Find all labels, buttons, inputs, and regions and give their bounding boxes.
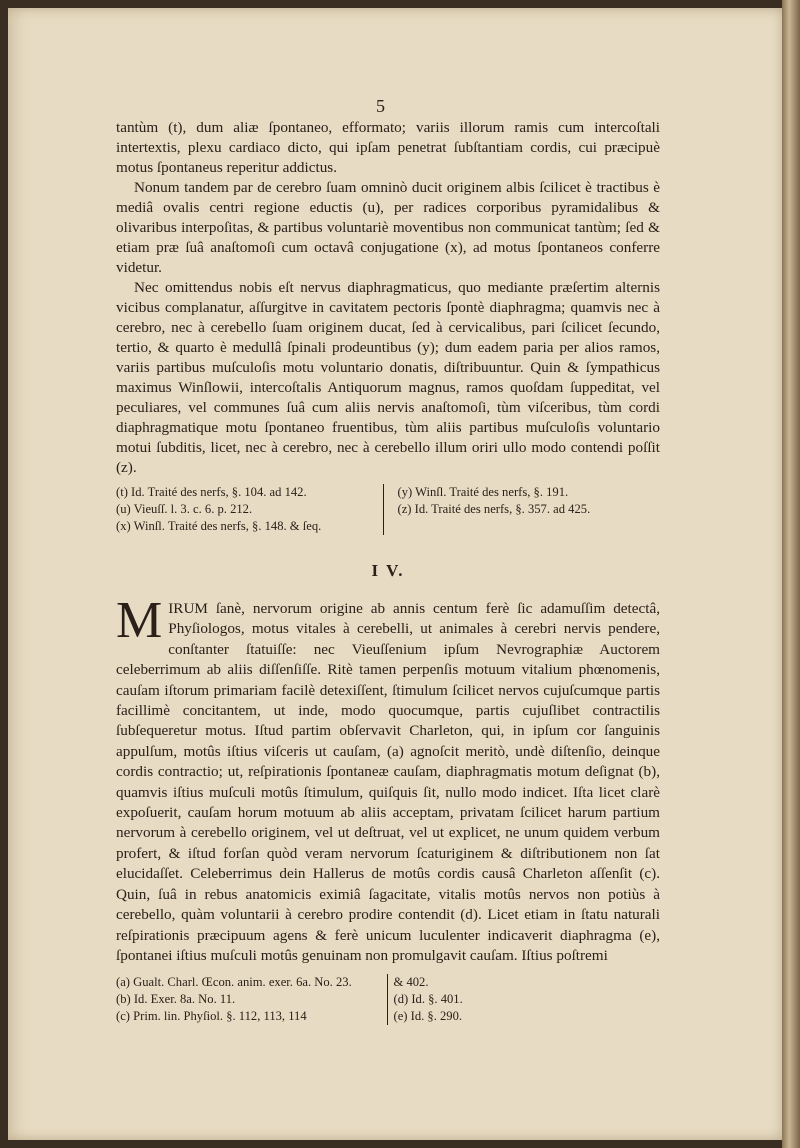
footnote: (a) Gualt. Charl. Œcon. anim. exer. 6a. No. 23. [116, 975, 352, 990]
footnote: (c) Prim. lin. Phyſiol. §. 112, 113, 114 [116, 1009, 307, 1024]
footnote: (t) Id. Traité des nerfs, §. 104. ad 142. [116, 485, 307, 499]
footnote: (x) Winſl. Traité des nerfs, §. 148. & ſeq. [116, 519, 322, 533]
footnote: (z) Id. Traité des nerfs, §. 357. ad 425. [397, 502, 591, 516]
footnotes-upper-left [116, 484, 379, 535]
footnotes-upper [116, 484, 660, 535]
paragraph-1: tantùm (t), dum aliæ ſpontaneo, efformato; variis illorum ramis cum intercoſtali intertextis, plexu cardiaco dicto, qui ipſam penetrat ſubſtantiam cordis, cui præcipuè motus ſpontaneus reperitur addictus. [116, 119, 660, 176]
paragraph-3: Nec omittendus nobis eſt nervus diaphragmaticus, quo mediante præſertim alternis vicibus complanatur, aſſurgitve in cavitatem pectoris ſpontè diaphragma; quamvis nec à cerebro, nec à cerebello ſuam originem ducat, ſed à cervicalibus, pari ſcilicet ſecundo, tertio, & quarto è medullâ ſpinali prodeuntibus (y); dum eadem paria per alios ramos, variis partibus muſculoſis motu voluntario donatis, diſtribuuntur. Quin & ſympathicus maximus Winſlowii, intercoſtalis Antiquorum magnus, ramos quoſdam ſuppeditat, vel peculiares, vel communes ſuâ cum aliis nervis anaſtomoſi, tùm viſceribus, tùm cordi diaphragmatique motu ſpontaneo fruentibus, tùm aliis partibus muſculoſis voluntario motui ſubditis, licet, nec à cerebro, nec à cerebello illum oriri ullo modo contendi poſſit (z). [116, 279, 660, 476]
footnote: (y) Winſl. Traité des nerfs, §. 191. [397, 485, 569, 499]
book-page [8, 8, 786, 1140]
section-paragraph: IRUM ſanè, nervorum origine ab annis centum ferè ſic adamuſſim detectâ, Phyſiologos, motus vitales à cerebelli, ut animales à cerebri nervis pendere, conſtanter ſtatuiſſe: nec Vieuſſenium ipſum Nevrographiæ Auctorem celeberrimum ab aliis diſſenſiſſe. Ritè tamen perpenſis motuum vitalium phœnomenis, cauſam iſtorum primariam facilè detexiſſent, ſtimulum ſcilicet nervos cujuſcumque partis facillimè concitantem, ut inde, modo quocumque, partis cujuſlibet contractilis ſubſequeretur motus. Iſtud partim obſervavit Charleton, qui, in ipſum cor ſanguinis appulſum, motûs iſtius viſceris ut cauſam, (a) agnoſcit meritò, undè diſtenſio, deinque cordis contractio; ut, reſpirationis ſpontaneæ cauſam, diaphragmatis motum deſignat (b), quamvis iſtius muſculi motûs ſtimulum, quiſquis ſit, nullo modo indicet. Iſta licet clarè expoſuerit, cauſam horum motuum ab aliis acceptam, privatam ſcilicet harum partium nervorum à cerebello originem, vel ut deſtruat, vel ut explicet, ne unum quidem verbum profert, & iſtud forſan quòd veram nervorum ſcaturiginem & diſtributionem non ſat elucidaſſet. Celeberrimus dein Hallerus de motûs cordis causâ Charleton aſſenſit (c). Quin, ſuâ in rebus anatomicis eximiâ ſagacitate, vitalis motûs nervos non potiùs à cerebello, quàm voluntarii à cerebro prodire contendit (d). Licet etiam in ſtatu naturali reſpirationis præcipuum agens & ferè unicum luculenter indicaverit diaphragma (e), ſpontanei iſtius muſculi motûs genuinam non promulgavit cauſam. Iſtius poſtremi [116, 600, 660, 964]
upper-text [116, 118, 660, 478]
footnote: (e) Id. §. 290. [393, 1009, 463, 1024]
footnotes-lower-right [387, 974, 661, 1025]
footnotes-lower [116, 974, 660, 1025]
page-edge [782, 0, 800, 1148]
section-heading: I V. [371, 561, 405, 580]
paragraph-2: Nonum tandem par de cerebro ſuam omninò ducit originem albis ſcilicet è tractibus è mediâ ovalis centri regione eductis (u), per radices corporibus pyramidalibus & olivaribus interpoſitas, & partibus voluntariè moventibus non communicat tantùm; ſed & etiam præ ſuâ anaſtomoſi cum octavâ conjugatione (x), ad motus ſpontaneos conferre videtur. [116, 179, 660, 276]
footnote: & 402. [393, 975, 429, 990]
page-content [116, 118, 660, 1025]
footnote: (d) Id. §. 401. [393, 992, 463, 1007]
footnote: (b) Id. Exer. 8a. No. 11. [116, 992, 236, 1007]
footnotes-upper-right [383, 484, 661, 535]
page-number: 5 [376, 96, 385, 116]
lower-text [116, 592, 660, 966]
drop-capital: M [116, 592, 163, 649]
footnote: (u) Vieuſſ. l. 3. c. 6. p. 212. [116, 502, 253, 516]
footnotes-lower-left [116, 974, 383, 1025]
